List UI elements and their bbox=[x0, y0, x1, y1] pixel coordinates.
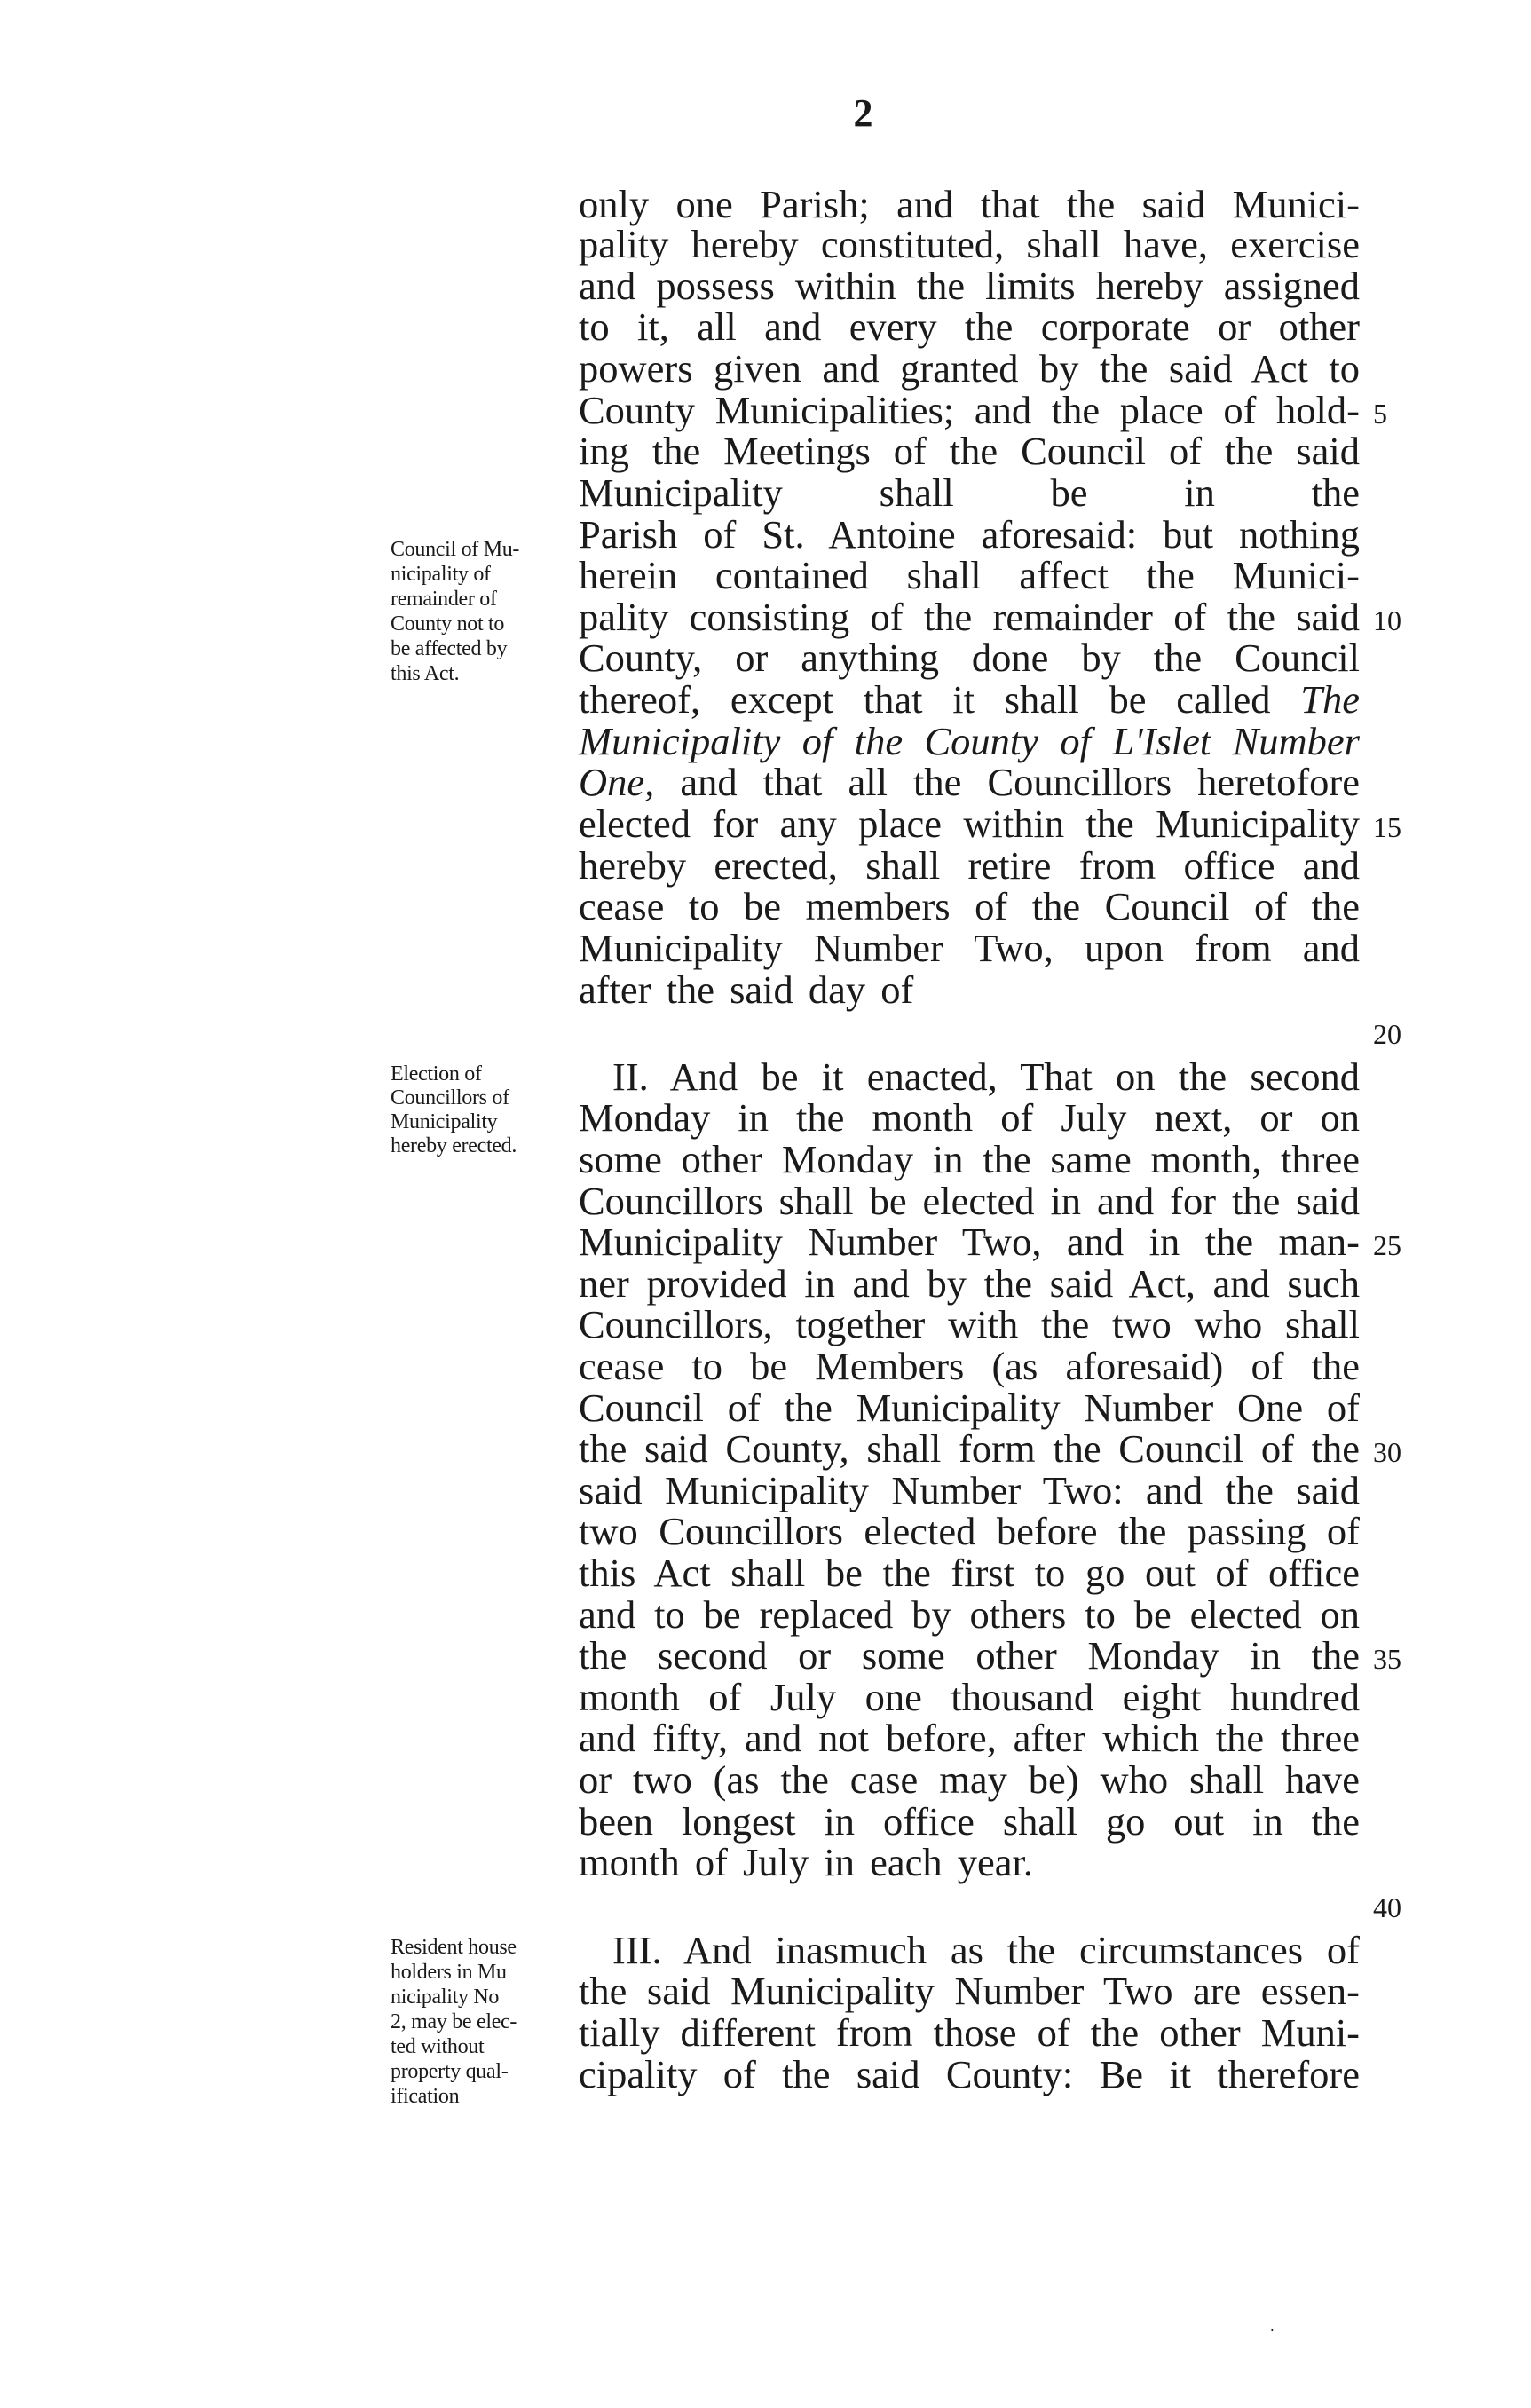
body-line: Council of the Municipality Number One of bbox=[579, 1386, 1360, 1430]
italic-word: One, bbox=[579, 760, 655, 804]
body-line: elected for any place within the Municipality bbox=[579, 801, 1360, 846]
margin-note-council: Council of Mu- bbox=[391, 538, 520, 561]
margin-note-resident: nicipality No bbox=[391, 1986, 500, 2009]
margin-note-resident: holders in Mu bbox=[391, 1961, 507, 1984]
body-line: Municipality of the County of L'Islet Number bbox=[579, 719, 1360, 763]
body-line: month of July one thousand eight hundred bbox=[579, 1675, 1360, 1719]
body-line: cease to be members of the Council of the bbox=[579, 884, 1360, 928]
body-line: said Municipality Number Two: and the said bbox=[579, 1468, 1360, 1512]
margin-note-council: remainder of bbox=[391, 588, 497, 611]
body-line: Municipality Number Two, upon from and bbox=[579, 926, 1360, 970]
body-line: tially different from those of the other Muni- bbox=[579, 2010, 1360, 2055]
body-line: or two (as the case may be) who shall have bbox=[579, 1757, 1360, 1802]
margin-note-resident: ification bbox=[391, 2085, 460, 2108]
margin-note-election: Municipality bbox=[391, 1110, 498, 1133]
body-line: only one Parish; and that the said Munici- bbox=[579, 182, 1360, 226]
body-line: ing the Meetings of the Council of the said bbox=[579, 429, 1360, 473]
margin-note-election: Councillors of bbox=[391, 1086, 509, 1109]
body-line: the second or some other Monday in the bbox=[579, 1633, 1360, 1678]
body-line: hereby erected, shall retire from office and bbox=[579, 843, 1360, 888]
body-line: the said Municipality Number Two are essen- bbox=[579, 1969, 1360, 2013]
body-line: II. And be it enacted, That on the second bbox=[612, 1054, 1360, 1099]
body-line: Councillors shall be elected in and for the said bbox=[579, 1179, 1360, 1223]
page-number: 2 bbox=[853, 91, 873, 135]
body-line: III. And inasmuch as the circumstances of bbox=[612, 1928, 1360, 1972]
body-line: after the said day of bbox=[579, 967, 914, 1012]
body-line: been longest in office shall go out in the bbox=[579, 1799, 1360, 1844]
body-line: and possess within the limits hereby assigned bbox=[579, 264, 1360, 308]
body-line: some other Monday in the same month, three bbox=[579, 1137, 1360, 1181]
margin-note-council: be affected by bbox=[391, 637, 508, 660]
body-line: to it, all and every the corporate or other bbox=[579, 304, 1360, 349]
body-line: County Municipalities; and the place of hold- bbox=[579, 388, 1360, 432]
body-line: pality hereby constituted, shall have, exercise bbox=[579, 222, 1360, 266]
margin-note-council: nicipality of bbox=[391, 563, 491, 586]
line-number: 20 bbox=[1373, 1018, 1401, 1050]
body-line: Parish of St. Antoine aforesaid: but nothing bbox=[579, 512, 1360, 557]
body-line: ner provided in and by the said Act, and such bbox=[579, 1261, 1360, 1306]
italic-word: The bbox=[1300, 677, 1360, 722]
line-number: 30 bbox=[1373, 1436, 1401, 1468]
line-number: 25 bbox=[1373, 1229, 1401, 1261]
line-number: 5 bbox=[1373, 398, 1387, 430]
line-number: 35 bbox=[1373, 1643, 1401, 1675]
stray-mark: ˙ bbox=[1269, 2325, 1275, 2345]
body-line: County, or anything done by the Council bbox=[579, 636, 1360, 680]
line-number: 10 bbox=[1373, 604, 1401, 636]
line-number: 40 bbox=[1373, 1891, 1401, 1923]
body-line: powers given and granted by the said Act to bbox=[579, 346, 1360, 391]
body-line: and to be replaced by others to be elected on bbox=[579, 1592, 1360, 1637]
body-line: and fifty, and not before, after which the three bbox=[579, 1716, 1360, 1760]
margin-note-council: County not to bbox=[391, 612, 505, 636]
margin-note-resident: Resident house bbox=[391, 1936, 517, 1959]
margin-note-election: hereby erected. bbox=[391, 1134, 517, 1157]
body-line: Municipality shall be in the bbox=[579, 470, 1360, 515]
body-line: Councillors, together with the two who shall bbox=[579, 1302, 1360, 1346]
body-line: month of July in each year. bbox=[579, 1840, 1033, 1884]
body-line: the said County, shall form the Council of the bbox=[579, 1426, 1360, 1471]
margin-note-election: Election of bbox=[391, 1062, 482, 1086]
body-line: this Act shall be the first to go out of office bbox=[579, 1551, 1360, 1595]
body-line: two Councillors elected before the passing of bbox=[579, 1509, 1360, 1553]
body-line: cease to be Members (as aforesaid) of the bbox=[579, 1344, 1360, 1388]
margin-note-council: this Act. bbox=[391, 662, 460, 685]
body-line: pality consisting of the remainder of the said bbox=[579, 595, 1360, 639]
body-line: thereof, except that it shall be called The bbox=[579, 677, 1360, 722]
body-line: cipality of the said County: Be it therefore bbox=[579, 2052, 1360, 2096]
body-line: herein contained shall affect the Munici- bbox=[579, 553, 1360, 597]
margin-note-resident: property qual- bbox=[391, 2060, 509, 2083]
margin-note-resident: ted without bbox=[391, 2035, 485, 2058]
margin-note-resident: 2, may be elec- bbox=[391, 2010, 517, 2033]
line-number: 15 bbox=[1373, 811, 1401, 843]
body-line: One, and that all the Councillors heretofore bbox=[579, 760, 1360, 804]
body-line: Monday in the month of July next, or on bbox=[579, 1095, 1360, 1140]
body-line: Municipality Number Two, and in the man- bbox=[579, 1220, 1360, 1264]
